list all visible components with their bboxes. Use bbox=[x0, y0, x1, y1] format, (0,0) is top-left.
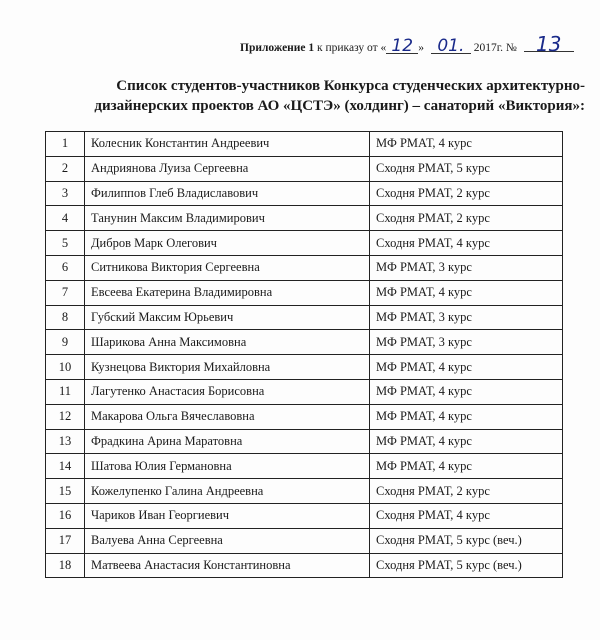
student-name: Губский Максим Юрьевич bbox=[85, 305, 370, 330]
table-row bbox=[46, 156, 563, 181]
title-line-1: Список студентов-участников Конкурса студенческих архитектурно- bbox=[116, 78, 585, 94]
student-course: Сходня РМАТ, 4 курс bbox=[370, 503, 563, 528]
table-row bbox=[46, 280, 563, 305]
handwritten-order-number: 13 bbox=[524, 38, 574, 52]
student-course: Сходня РМАТ, 5 курс (веч.) bbox=[370, 528, 563, 553]
row-number: 2 bbox=[46, 156, 85, 181]
student-name: Ситникова Виктория Сергеевна bbox=[85, 255, 370, 280]
row-number: 6 bbox=[46, 255, 85, 280]
student-name: Евсеева Екатерина Владимировна bbox=[85, 280, 370, 305]
table-row bbox=[46, 479, 563, 504]
table-row bbox=[46, 355, 563, 380]
student-name: Филиппов Глеб Владиславович bbox=[85, 181, 370, 206]
row-number: 14 bbox=[46, 454, 85, 479]
title-line-2: дизайнерских проектов АО «ЦСТЭ» (холдинг) – санаторий «Виктория»: bbox=[94, 98, 585, 114]
student-course: Сходня РМАТ, 2 курс bbox=[370, 181, 563, 206]
table-row bbox=[46, 454, 563, 479]
row-number: 7 bbox=[46, 280, 85, 305]
row-number: 9 bbox=[46, 330, 85, 355]
row-number: 11 bbox=[46, 379, 85, 404]
row-number: 15 bbox=[46, 479, 85, 504]
order-reference bbox=[240, 32, 574, 56]
student-course: МФ РМАТ, 4 курс bbox=[370, 404, 563, 429]
row-number: 18 bbox=[46, 553, 85, 578]
student-course: Сходня РМАТ, 2 курс bbox=[370, 206, 563, 231]
handwritten-month: 01. bbox=[431, 40, 471, 54]
row-number: 17 bbox=[46, 528, 85, 553]
students-table bbox=[45, 131, 563, 578]
student-name: Фрадкина Арина Маратовна bbox=[85, 429, 370, 454]
row-number: 3 bbox=[46, 181, 85, 206]
student-name: Кузнецова Виктория Михайловна bbox=[85, 355, 370, 380]
table-row bbox=[46, 330, 563, 355]
table-row bbox=[46, 206, 563, 231]
table-row bbox=[46, 181, 563, 206]
appendix-label: Приложение 1 bbox=[240, 42, 315, 54]
student-name: Дибров Марк Олегович bbox=[85, 231, 370, 256]
student-course: МФ РМАТ, 4 курс bbox=[370, 280, 563, 305]
table-row bbox=[46, 305, 563, 330]
student-course: Сходня РМАТ, 5 курс bbox=[370, 156, 563, 181]
table-row bbox=[46, 429, 563, 454]
student-course: Сходня РМАТ, 2 курс bbox=[370, 479, 563, 504]
student-name: Андриянова Луиза Сергеевна bbox=[85, 156, 370, 181]
row-number: 16 bbox=[46, 503, 85, 528]
document-title bbox=[30, 76, 585, 116]
student-course: МФ РМАТ, 4 курс bbox=[370, 379, 563, 404]
row-number: 4 bbox=[46, 206, 85, 231]
student-course: МФ РМАТ, 4 курс bbox=[370, 132, 563, 157]
student-course: МФ РМАТ, 4 курс bbox=[370, 355, 563, 380]
row-number: 5 bbox=[46, 231, 85, 256]
student-name: Чариков Иван Георгиевич bbox=[85, 503, 370, 528]
table-row bbox=[46, 379, 563, 404]
handwritten-day: 12 bbox=[386, 40, 418, 54]
order-text: к приказу от « bbox=[317, 42, 387, 54]
student-name: Танунин Максим Владимирович bbox=[85, 206, 370, 231]
quote-close: » bbox=[418, 42, 424, 54]
student-name: Шарикова Анна Максимовна bbox=[85, 330, 370, 355]
student-name: Колесник Константин Андреевич bbox=[85, 132, 370, 157]
student-course: Сходня РМАТ, 4 курс bbox=[370, 231, 563, 256]
student-name: Макарова Ольга Вячеславовна bbox=[85, 404, 370, 429]
row-number: 8 bbox=[46, 305, 85, 330]
table-row bbox=[46, 132, 563, 157]
student-name: Лагутенко Анастасия Борисовна bbox=[85, 379, 370, 404]
row-number: 1 bbox=[46, 132, 85, 157]
table-row bbox=[46, 231, 563, 256]
student-course: МФ РМАТ, 4 курс bbox=[370, 429, 563, 454]
table-row bbox=[46, 255, 563, 280]
student-course: МФ РМАТ, 3 курс bbox=[370, 255, 563, 280]
student-name: Кожелупенко Галина Андреевна bbox=[85, 479, 370, 504]
student-course: МФ РМАТ, 4 курс bbox=[370, 454, 563, 479]
row-number: 10 bbox=[46, 355, 85, 380]
student-name: Матвеева Анастасия Константиновна bbox=[85, 553, 370, 578]
table-row bbox=[46, 503, 563, 528]
row-number: 12 bbox=[46, 404, 85, 429]
table-row bbox=[46, 553, 563, 578]
table-row bbox=[46, 528, 563, 553]
student-course: МФ РМАТ, 3 курс bbox=[370, 330, 563, 355]
student-course: Сходня РМАТ, 5 курс (веч.) bbox=[370, 553, 563, 578]
table-row bbox=[46, 404, 563, 429]
order-year: 2017г. № bbox=[473, 42, 517, 54]
student-course: МФ РМАТ, 3 курс bbox=[370, 305, 563, 330]
row-number: 13 bbox=[46, 429, 85, 454]
student-name: Валуева Анна Сергеевна bbox=[85, 528, 370, 553]
student-name: Шатова Юлия Германовна bbox=[85, 454, 370, 479]
